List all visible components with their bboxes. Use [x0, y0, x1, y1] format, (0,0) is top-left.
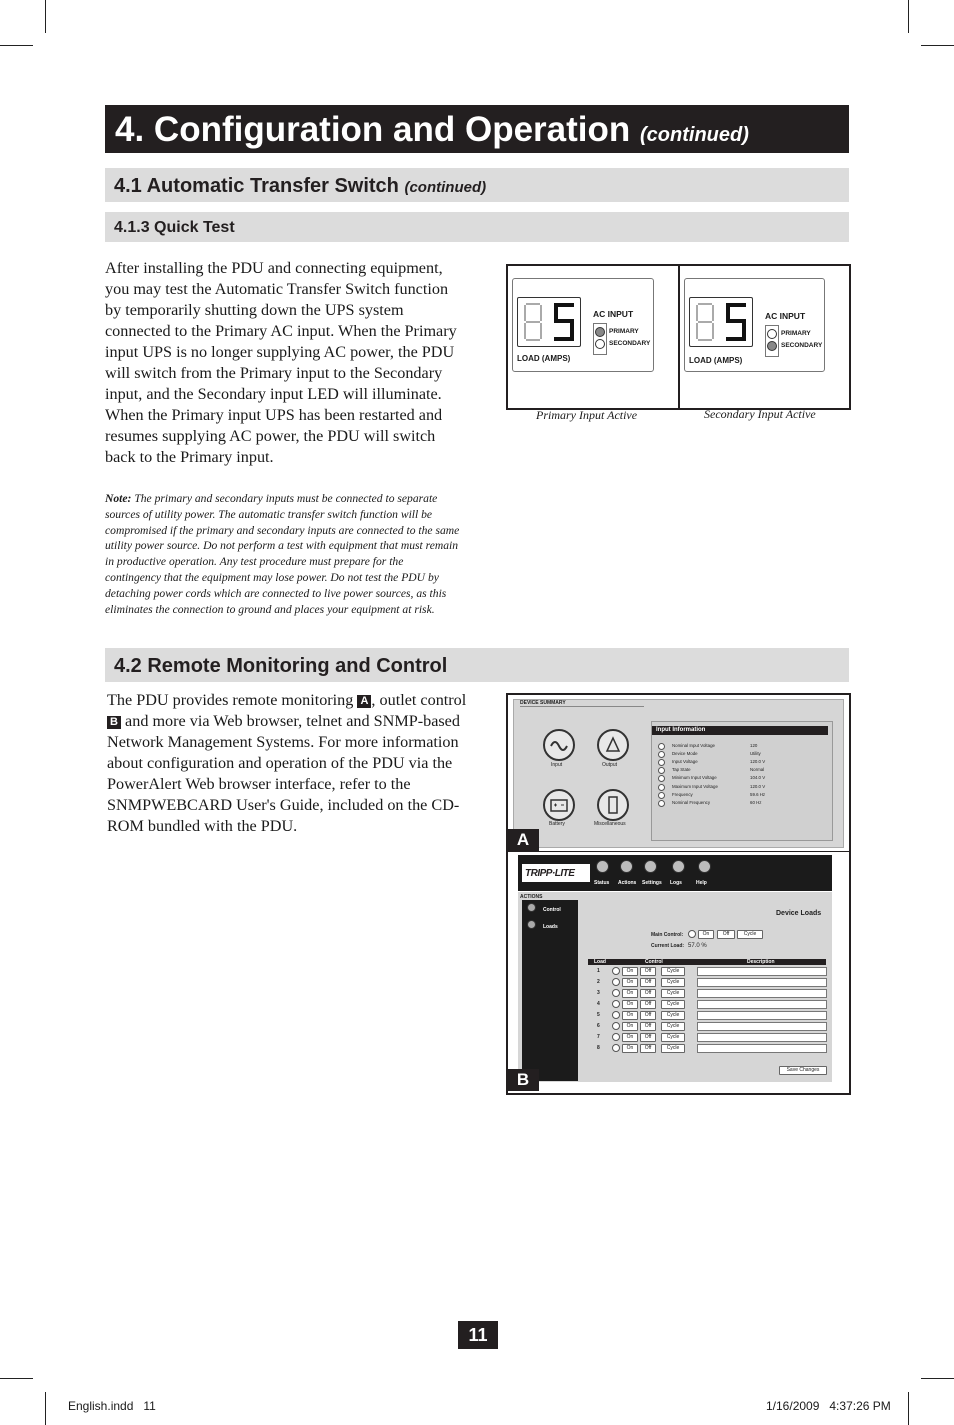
load-on-button[interactable]: On: [622, 1022, 638, 1031]
logo: TRIPP·LITE: [522, 864, 590, 882]
badge-a: A: [357, 695, 371, 708]
info-row-value: 59.6 Hz: [750, 791, 766, 797]
info-row-icon: [658, 767, 665, 774]
load-cycle-button[interactable]: Cycle: [661, 1033, 685, 1042]
load-description-input[interactable]: [697, 978, 827, 987]
icon-label-input: Input: [551, 762, 563, 768]
info-row-value: 120.0 V: [750, 759, 766, 765]
load-off-button[interactable]: Off: [640, 1033, 656, 1042]
load-off-button[interactable]: Off: [640, 1011, 656, 1020]
crop-mark: [921, 45, 954, 46]
info-row-icon: [658, 775, 665, 782]
nav-help[interactable]: Help: [696, 880, 707, 886]
main-on-button[interactable]: On: [698, 930, 714, 939]
nav-settings[interactable]: Settings: [642, 880, 662, 886]
load-radio[interactable]: [612, 1044, 620, 1052]
status-icon: [596, 860, 609, 873]
load-label: LOAD (AMPS): [517, 354, 571, 363]
input-icon: [543, 729, 575, 761]
info-row-icon: [658, 751, 665, 758]
info-row-label: Tap State: [672, 767, 691, 773]
load-on-button[interactable]: On: [622, 1044, 638, 1053]
crop-mark: [45, 0, 46, 33]
crop-mark: [45, 1392, 46, 1425]
load-off-button[interactable]: Off: [640, 967, 656, 976]
info-row-icon: [658, 784, 665, 791]
load-cycle-button[interactable]: Cycle: [661, 1011, 685, 1020]
ac-input-label: AC INPUT: [765, 311, 806, 321]
load-on-button[interactable]: On: [622, 1011, 638, 1020]
caption-primary: Primary Input Active: [536, 408, 638, 422]
load-on-button[interactable]: On: [622, 967, 638, 976]
icon-label-battery: Battery: [549, 821, 565, 827]
crop-mark: [0, 45, 33, 46]
output-icon: [597, 729, 629, 761]
actions-icon: [620, 860, 633, 873]
info-row-label: Nominal Frequency: [672, 799, 711, 805]
secondary-label: SECONDARY: [781, 342, 823, 349]
load-description-input[interactable]: [697, 967, 827, 976]
subsection-heading-ats: [105, 168, 849, 202]
info-row-value: 104.0 V: [750, 775, 766, 781]
display-panel-primary: [506, 264, 680, 422]
section-title: 4. Configuration and Operation: [115, 110, 631, 149]
load-cycle-button[interactable]: Cycle: [661, 967, 685, 976]
remote-paragraph: [107, 690, 467, 837]
main-control-label: Main Control:: [651, 932, 684, 938]
load-radio[interactable]: [612, 1022, 620, 1030]
secondary-label: SECONDARY: [609, 340, 651, 347]
section-heading: [105, 105, 849, 153]
help-icon: [698, 860, 711, 873]
load-radio[interactable]: [612, 967, 620, 975]
miscellaneous-icon: [597, 789, 629, 821]
screenshot-device-summary: [506, 693, 851, 854]
tag-b: B: [507, 1069, 539, 1091]
remote-text-1: The PDU provides remote monitoring: [107, 691, 358, 709]
info-row-label: Nominal Input Voltage: [672, 743, 715, 748]
load-description-input[interactable]: [697, 1044, 827, 1053]
battery-icon: [543, 789, 575, 821]
remote-text-2: , outlet control: [371, 691, 467, 709]
subsection-ats-title: 4.1 Automatic Transfer Switch: [114, 175, 399, 197]
load-off-button[interactable]: Off: [640, 1022, 656, 1031]
load-number: 6: [597, 1023, 600, 1029]
load-number: 4: [597, 1001, 600, 1007]
footer-right: 1/16/2009 4:37:26 PM: [766, 1399, 891, 1413]
device-summary-header: DEVICE SUMMARY: [520, 700, 566, 706]
load-on-button[interactable]: On: [622, 978, 638, 987]
load-description-input[interactable]: [697, 1000, 827, 1009]
load-radio[interactable]: [612, 1011, 620, 1019]
subsubsection-heading: [105, 212, 849, 242]
load-number: 1: [597, 968, 600, 974]
quick-test-paragraph: After installing the PDU and connecting equipment, you may test the Automatic Transfer Switch function by temporarily shutting down the UPS system connected to the Primary AC input. When the Primary input UPS is no longer supplying AC power, the PDU will switch from the Primary input to the Secondary input, and the Secondary input LED will illuminate. When the Primary input UPS has been restarted and resumes supplying AC power, the PDU will switch back to the Primary input.: [105, 259, 457, 466]
load-display: [517, 297, 581, 347]
crop-mark: [908, 0, 909, 33]
quick-test-heading: 4.1.3 Quick Test: [114, 219, 235, 236]
screenshot-device-loads: [506, 851, 851, 1095]
input-information-panel: [651, 721, 833, 841]
secondary-led-icon: [767, 341, 777, 351]
section-title-suffix: (continued): [640, 124, 749, 146]
load-cycle-button[interactable]: Cycle: [661, 1000, 685, 1009]
subsection-heading-remote: [105, 648, 849, 682]
save-changes-button[interactable]: Save Changes: [779, 1066, 827, 1075]
load-number: 8: [597, 1045, 600, 1051]
load-description-input[interactable]: [697, 1033, 827, 1042]
primary-label: PRIMARY: [781, 330, 811, 337]
current-load-value: 57.0 %: [688, 943, 707, 949]
load-number: 7: [597, 1034, 600, 1040]
load-description-input[interactable]: [697, 1011, 827, 1020]
load-cycle-button[interactable]: Cycle: [661, 989, 685, 998]
note-text: The primary and secondary inputs must be connected to separate sources of utility power. The automatic transfer switch function will be compromised if the primary and secondary inputs are connected to the same utility power source. Do not perform a test with equipment that must remain in productive operation. Any test procedure must prepare for the contingency that the equipment may lose power. Do not test the PDU by detaching power cords which are connected to live power sources, as this eliminates the connection to ground and places your equipment at risk.: [105, 492, 460, 616]
load-on-button[interactable]: On: [622, 989, 638, 998]
control-icon: [527, 903, 536, 912]
subsection-remote-title: 4.2 Remote Monitoring and Control: [114, 655, 448, 677]
crop-mark: [908, 1392, 909, 1425]
main-control-radio[interactable]: [688, 930, 696, 938]
info-row-value: 120.0 V: [750, 783, 766, 789]
info-row-value: Utility: [750, 751, 761, 757]
info-row-label: Maximum Input Voltage: [672, 783, 718, 789]
load-radio[interactable]: [612, 1000, 620, 1008]
load-description-input[interactable]: [697, 1022, 827, 1031]
icon-label-output: Output: [602, 762, 618, 768]
info-row-icon: [658, 759, 665, 766]
load-number: 5: [597, 1012, 600, 1018]
secondary-led-icon: [595, 339, 605, 349]
crop-mark: [0, 1378, 33, 1379]
primary-led-icon: [595, 327, 605, 337]
settings-icon: [644, 860, 657, 873]
seven-segment-digits: [690, 298, 752, 346]
info-row-icon: [658, 792, 665, 799]
seven-segment-digits: [518, 298, 580, 346]
load-number: 2: [597, 979, 600, 985]
nav-actions[interactable]: Actions: [618, 880, 637, 886]
info-row-value: Normal: [750, 767, 765, 773]
load-label: LOAD (AMPS): [689, 356, 743, 365]
load-on-button[interactable]: On: [622, 1033, 638, 1042]
info-row-icon: [658, 800, 665, 807]
load-radio[interactable]: [612, 989, 620, 997]
primary-label: PRIMARY: [609, 328, 639, 335]
display-panel-secondary: [678, 264, 851, 421]
ac-input-label: AC INPUT: [593, 309, 634, 319]
note-label: Note:: [105, 492, 132, 505]
current-load-label: Current Load:: [651, 943, 685, 949]
col-description: Description: [747, 959, 775, 965]
caption-secondary: Secondary Input Active: [704, 407, 816, 421]
nav-status[interactable]: Status: [594, 880, 610, 886]
info-row-value: 60 Hz: [750, 799, 762, 805]
device-loads-title: Device Loads: [776, 910, 822, 917]
load-number: 3: [597, 990, 600, 996]
info-row-label: Frequency: [672, 791, 693, 797]
primary-led-icon: [767, 329, 777, 339]
load-on-button[interactable]: On: [622, 1000, 638, 1009]
info-row-label: Device Mode: [672, 751, 698, 757]
info-row-value: 120: [750, 743, 758, 748]
page-number: 11: [458, 1321, 498, 1349]
load-off-button[interactable]: Off: [640, 1044, 656, 1053]
load-cycle-button[interactable]: Cycle: [661, 1044, 685, 1053]
badge-b: B: [107, 716, 121, 729]
nav-logs[interactable]: Logs: [670, 880, 682, 886]
load-off-button[interactable]: Off: [640, 989, 656, 998]
load-cycle-button[interactable]: Cycle: [661, 1022, 685, 1031]
crop-mark: [921, 1378, 954, 1379]
footer-left: English.indd 11: [68, 1399, 156, 1413]
main-off-button[interactable]: Off: [717, 930, 735, 939]
info-row-label: Input Voltage: [672, 759, 698, 765]
subsection-ats-suffix: (continued): [404, 179, 487, 196]
load-radio[interactable]: [612, 1033, 620, 1041]
info-row-icon: [658, 743, 665, 750]
logs-icon: [672, 860, 685, 873]
col-load: Load: [594, 959, 606, 965]
load-off-button[interactable]: Off: [640, 978, 656, 987]
info-row-label: Minimum Input Voltage: [672, 775, 717, 781]
sidebar-item-loads[interactable]: Loads: [543, 924, 558, 930]
load-description-input[interactable]: [697, 989, 827, 998]
tag-a: A: [507, 829, 539, 851]
actions-header: ACTIONS: [520, 894, 543, 900]
quick-test-note: [105, 491, 461, 617]
load-display: [689, 297, 753, 347]
main-cycle-button[interactable]: Cycle: [737, 930, 763, 939]
col-control: Control: [645, 959, 663, 965]
loads-icon: [527, 920, 536, 929]
load-cycle-button[interactable]: Cycle: [661, 978, 685, 987]
load-radio[interactable]: [612, 978, 620, 986]
sidebar-item-control[interactable]: Control: [543, 907, 561, 913]
icon-label-miscellaneous: Miscellaneous: [594, 821, 626, 827]
load-off-button[interactable]: Off: [640, 1000, 656, 1009]
input-information-title: Input Information: [656, 727, 706, 733]
remote-text-3: and more via Web browser, telnet and SNMP-based Network Management Systems. For more information about configuration and operation of the PDU via the PowerAlert Web browser interface, refer to the SNMPWEBCARD User's Guide, included on the CD-ROM bundled with the PDU.: [107, 712, 460, 835]
